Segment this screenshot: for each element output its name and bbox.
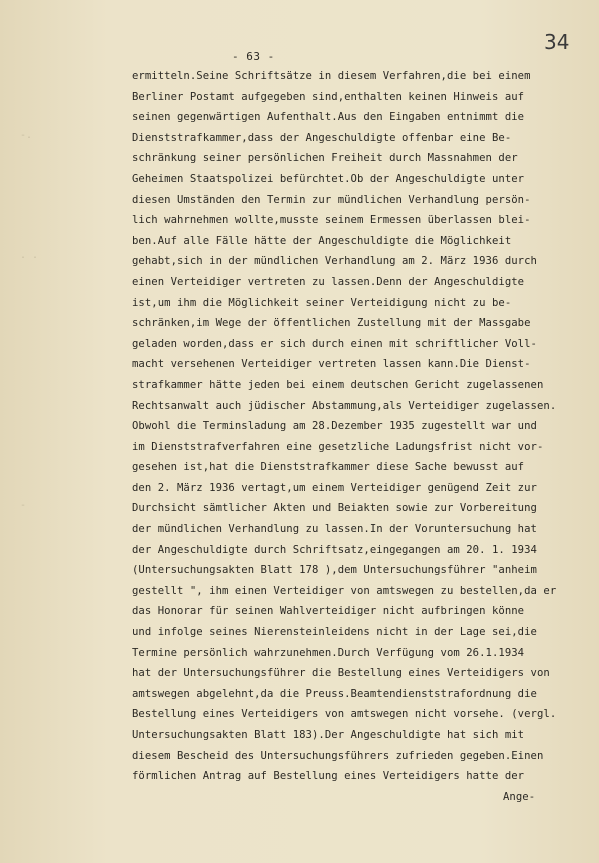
text-line: strafkammer hätte jeden bei einem deutschen Gericht zugelassenen: [132, 378, 544, 391]
bleed-through-text: -.: [20, 130, 33, 141]
text-line: der Angeschuldigte durch Schriftsatz,eingegangen am 20. 1. 1934: [132, 543, 537, 556]
text-line: Dienststrafkammer,dass der Angeschuldigte offenbar eine Be-: [132, 131, 512, 144]
text-line: schränkung seiner persönlichen Freiheit durch Massnahmen der: [132, 152, 518, 165]
text-line: das Honorar für seinen Wahlverteidiger nicht aufbringen könne: [132, 605, 525, 618]
text-line: seinen gegenwärtigen Aufenthalt.Aus den Eingaben entnimmt die: [132, 111, 525, 124]
text-line: macht versehenen Verteidiger vertreten lassen kann.Die Dienst-: [132, 358, 531, 371]
text-line: ist,um ihm die Möglichkeit seiner Verteidigung nicht zu be-: [132, 296, 512, 309]
page-number: - 63 -: [232, 50, 275, 63]
text-line: geladen worden,dass er sich durch einen mit schriftlicher Voll-: [132, 337, 537, 350]
text-line: Obwohl die Terminsladung am 28.Dezember 1935 zugestellt war und: [132, 420, 537, 433]
text-line: Termine persönlich wahrzunehmen.Durch Verfügung vom 26.1.1934: [132, 646, 525, 659]
text-line: ermitteln.Seine Schriftsätze in diesem Verfahren,die bei einem: [132, 70, 531, 82]
text-line: der mündlichen Verhandlung zu lassen.In der Voruntersuchung hat: [132, 523, 537, 536]
text-line: ben.Auf alle Fälle hätte der Angeschuldigte die Möglichkeit: [132, 234, 512, 247]
text-line: schränken,im Wege der öffentlichen Zustellung mit der Massgabe: [132, 317, 531, 330]
text-line: Berliner Postamt aufgegeben sind,enthalten keinen Hinweis auf: [132, 90, 525, 103]
text-line: Rechtsanwalt auch jüdischer Abstammung,als Verteidiger zugelassen.: [132, 399, 557, 412]
text-line: Durchsicht sämtlicher Akten und Beiakten sowie zur Vorbereitung: [132, 502, 537, 515]
text-line: (Untersuchungsakten Blatt 178 ),dem Untersuchungsführer "anheim: [132, 564, 537, 577]
text-line: im Dienststrafverfahren eine gesetzliche Ladungsfrist nicht vor-: [132, 440, 544, 453]
text-line: gestellt ", ihm einen Verteidiger von amtswegen zu bestellen,da er: [132, 584, 557, 597]
text-line: gesehen ist,hat die Dienststrafkammer diese Sache bewusst auf: [132, 461, 525, 474]
text-line: Untersuchungsakten Blatt 183).Der Angeschuldigte hat sich mit: [132, 729, 525, 741]
text-line: lich wahrnehmen wollte,musste seinem Ermessen überlassen blei-: [132, 214, 531, 227]
text-line: Bestellung eines Verteidigers von amtswegen nicht vorsehe. (vergl.: [132, 708, 557, 721]
text-line: und infolge seines Nierensteinleidens nicht in der Lage sei,die: [132, 626, 537, 639]
text-line: Ange-: [503, 790, 536, 803]
folio-number: 34: [544, 30, 570, 54]
text-line: den 2. März 1936 vertagt,um einem Verteidiger genügend Zeit zur: [132, 481, 537, 494]
text-line: Geheimen Staatspolizei befürchtet.Ob der Angeschuldigte unter: [132, 172, 525, 185]
body-text: [132, 66, 577, 807]
text-line: amtswegen abgelehnt,da die Preuss.Beamtendienststrafordnung die: [132, 687, 537, 700]
text-line: einen Verteidiger vertreten zu lassen.Denn der Angeschuldigte: [132, 275, 525, 288]
bleed-through-text: . .: [20, 250, 39, 261]
text-line: diesen Umständen den Termin zur mündlichen Verhandlung persön-: [132, 193, 531, 206]
text-line: diesem Bescheid des Untersuchungsführers zufrieden gegeben.Einen: [132, 749, 544, 762]
bleed-through-text: -: [20, 500, 27, 511]
text-line: gehabt,sich in der mündlichen Verhandlung am 2. März 1936 durch: [132, 255, 537, 268]
text-line: förmlichen Antrag auf Bestellung eines Verteidigers hatte der: [132, 770, 525, 783]
text-line: hat der Untersuchungsführer die Bestellung eines Verteidigers von: [132, 667, 550, 680]
